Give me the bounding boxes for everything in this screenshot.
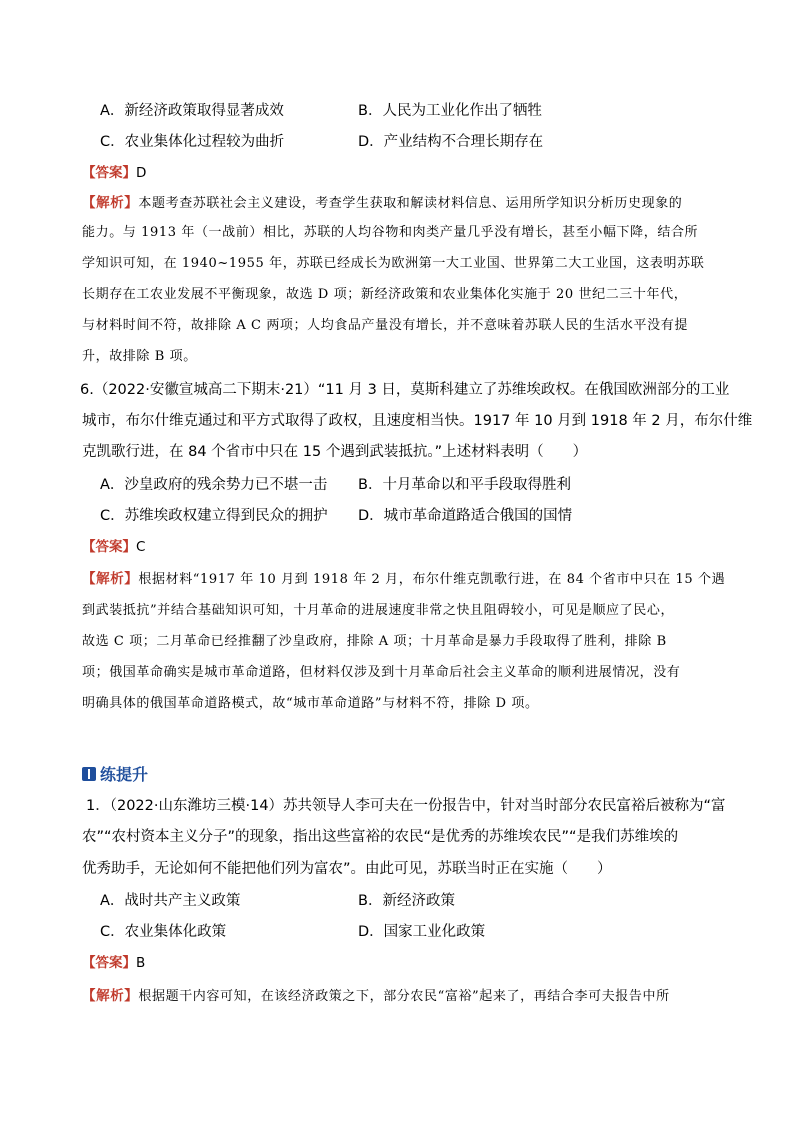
p1-option-c: C．农业集体化政策 (100, 924, 227, 940)
p1-stem-line-3: 优秀助手，无论如何不能把他们列为富农”。由此可见，苏联当时正在实施（ ） (82, 861, 612, 877)
q5-option-b: B．人民为工业化作出了牺牲 (358, 103, 542, 119)
q6-answer (82, 537, 145, 557)
q6-analysis-line-3: 故选 C 项；二月革命已经推翻了沙皇政府，排除 A 项；十月革命是暴力手段取得了胜利，排除 B (82, 634, 667, 649)
q6-option-d: D．城市革命道路适合俄国的国情 (358, 508, 573, 524)
q5-analysis-line-5: 与材料时间不符，故排除 A C 两项；人均食品产量没有增长，并不意味着苏联人民的生活水平没有提 (82, 318, 688, 333)
answer-value: D (136, 165, 147, 181)
p1-stem-line-1: 1．（2022·山东潍坊三模·14）苏共领导人李可夫在一份报告中，针对当时部分农民富裕后被称为“富 (86, 798, 726, 814)
q6-option-c: C．苏维埃政权建立得到民众的拥护 (100, 508, 328, 524)
answer-tag: 【答案】 (82, 955, 136, 971)
q6-analysis-line-5: 明确具体的俄国革命道路模式，故“城市革命道路”与材料不符，排除 D 项。 (82, 696, 539, 711)
q5-analysis-line-2: 能力。与 1913 年（一战前）相比，苏联的人均谷物和肉类产量几乎没有增长，甚至小幅下降，结合所 (82, 225, 699, 240)
section-heading (82, 762, 148, 785)
q5-option-a: A．新经济政策取得显著成效 (100, 103, 284, 119)
section-title: 练提升 (100, 765, 149, 784)
p1-option-b: B．新经济政策 (358, 893, 455, 909)
q6-option-b: B．十月革命以和平手段取得胜利 (358, 477, 571, 493)
q6-stem-line-3: 克凯歌行进，在 84 个省市中只在 15 个遇到武装抵抗。”上述材料表明（ ） (82, 444, 588, 460)
p1-stem-line-2: 农”“农村资本主义分子”的现象，指出这些富裕的农民“是优秀的苏维埃农民”“是我们苏维埃的 (82, 829, 679, 845)
answer-value: C (136, 539, 146, 555)
q6-analysis-line-4: 项；俄国革命确实是城市革命道路，但材料仅涉及到十月革命后社会主义革命的顺利进展情况，没有 (82, 665, 681, 680)
q6-option-a: A．沙皇政府的残余势力已不堪一击 (100, 477, 328, 493)
answer-value: B (136, 955, 146, 971)
q5-option-c: C．农业集体化过程较为曲折 (100, 134, 285, 150)
p1-option-a: A．战时共产主义政策 (100, 893, 241, 909)
analysis-tag: 【解析】 (82, 571, 139, 587)
q5-analysis-line-1: 【解析】本题考查苏联社会主义建设，考查学生获取和解读材料信息、运用所学知识分析历史现象的 (82, 195, 683, 211)
book-icon (82, 767, 96, 781)
q5-analysis-line-3: 学知识可知，在 1940~1955 年，苏联已经成长为欧洲第一大工业国、世界第二大工业国，这表明苏联 (82, 256, 705, 271)
q6-stem-line-1: 6.（2022·安徽宣城高二下期末·21）“11 月 3 日，莫斯科建立了苏维埃政权。在俄国欧洲部分的工业 (80, 382, 730, 398)
q6-analysis-line-1: 【解析】根据材料“1917 年 10 月到 1918 年 2 月，布尔什维克凯歌行进，在 84 个省市中只在 15 个遇 (82, 571, 726, 587)
q5-analysis-line-6: 升，故排除 B 项。 (82, 349, 197, 364)
p1-option-d: D．国家工业化政策 (358, 924, 486, 940)
p1-answer (82, 953, 145, 973)
analysis-tag: 【解析】 (82, 195, 139, 211)
q5-option-d: D．产业结构不合理长期存在 (358, 134, 544, 150)
q6-stem-line-2: 城市，布尔什维克通过和平方式取得了政权，且速度相当快。1917 年 10 月到 1918 年 2 月，布尔什维 (82, 413, 753, 429)
analysis-tag: 【解析】 (82, 988, 139, 1004)
q6-analysis-line-2: 到武装抵抗”并结合基础知识可知，十月革命的进展速度非常之快且阻碍较小，可见是顺应了民心， (82, 603, 675, 618)
q5-analysis-line-4: 长期存在工农业发展不平衡现象，故选 D 项；新经济政策和农业集体化实施于 20 世纪二三十年代， (82, 287, 688, 302)
answer-tag: 【答案】 (82, 165, 136, 181)
p1-analysis-line-1: 【解析】根据题干内容可知，在该经济政策之下，部分农民“富裕”起来了，再结合李可夫报告中所 (82, 988, 670, 1004)
answer-tag: 【答案】 (82, 539, 136, 555)
q5-answer (82, 163, 146, 183)
